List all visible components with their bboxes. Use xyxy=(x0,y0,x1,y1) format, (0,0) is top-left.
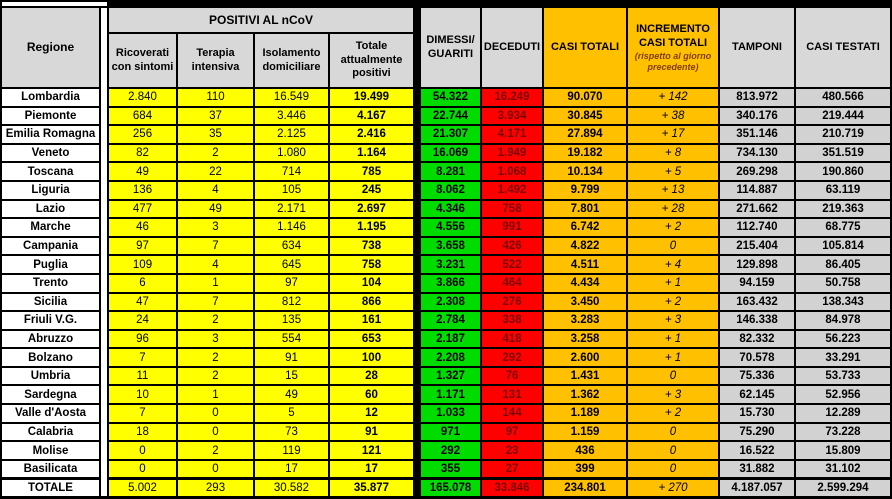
cell-deceduti: 144 xyxy=(482,405,542,422)
cell-casi-testati: 210.719 xyxy=(796,126,890,143)
cell-dimessi-guariti: 4.346 xyxy=(421,201,480,218)
cell-totale-positivi: 121 xyxy=(330,442,413,459)
header-incremento xyxy=(628,8,718,87)
cell-tamponi: 146.338 xyxy=(720,312,794,329)
cell-ricoverati: 7 xyxy=(109,405,176,422)
cell-terapia-intensiva: 2 xyxy=(178,312,253,329)
cell-dimessi-guariti-totale: 165.078 xyxy=(421,479,480,496)
header-casi-testati: CASI TESTATI xyxy=(796,8,890,87)
cell-casi-totali: 4.434 xyxy=(544,275,626,292)
top-left-spacer xyxy=(2,2,107,6)
cell-dimessi-guariti: 1.171 xyxy=(421,386,480,403)
cell-totale-positivi: 161 xyxy=(330,312,413,329)
row-label: Friuli V.G. xyxy=(2,312,99,329)
header-regione: Regione xyxy=(2,8,99,87)
cell-isolamento: 1.146 xyxy=(255,219,328,236)
cell-isolamento: 105 xyxy=(255,182,328,199)
cell-incremento: + 2 xyxy=(628,405,718,422)
cell-ricoverati: 136 xyxy=(109,182,176,199)
cell-dimessi-guariti: 355 xyxy=(421,461,480,478)
cell-isolamento: 2.125 xyxy=(255,126,328,143)
cell-tamponi: 15.730 xyxy=(720,405,794,422)
cell-terapia-intensiva: 49 xyxy=(178,201,253,218)
cell-incremento: 0 xyxy=(628,461,718,478)
cell-tamponi: 734.130 xyxy=(720,145,794,162)
cell-incremento: + 8 xyxy=(628,145,718,162)
cell-dimessi-guariti: 971 xyxy=(421,424,480,441)
cell-ricoverati: 24 xyxy=(109,312,176,329)
cell-casi-totali: 4.511 xyxy=(544,256,626,273)
cell-ricoverati: 46 xyxy=(109,219,176,236)
cell-casi-testati: 15.809 xyxy=(796,442,890,459)
cell-deceduti: 23 xyxy=(482,442,542,459)
cell-isolamento: 49 xyxy=(255,386,328,403)
cell-isolamento: 2.171 xyxy=(255,201,328,218)
cell-deceduti: 426 xyxy=(482,238,542,255)
cell-terapia-intensiva: 3 xyxy=(178,219,253,236)
cell-ricoverati-totale: 5.002 xyxy=(109,479,176,496)
row-label: Piemonte xyxy=(2,108,99,125)
cell-incremento: 0 xyxy=(628,442,718,459)
cell-tamponi: 62.145 xyxy=(720,386,794,403)
top-border-bar xyxy=(109,2,890,6)
cell-terapia-intensiva: 2 xyxy=(178,349,253,366)
cell-isolamento: 119 xyxy=(255,442,328,459)
cell-deceduti: 131 xyxy=(482,386,542,403)
cell-incremento: 0 xyxy=(628,238,718,255)
cell-isolamento: 97 xyxy=(255,275,328,292)
cell-terapia-intensiva: 37 xyxy=(178,108,253,125)
cell-totale-positivi: 4.167 xyxy=(330,108,413,125)
cell-casi-totali: 9.799 xyxy=(544,182,626,199)
cell-isolamento: 5 xyxy=(255,405,328,422)
cell-isolamento: 812 xyxy=(255,294,328,311)
cell-casi-testati: 138.343 xyxy=(796,294,890,311)
cell-totale-positivi: 19.499 xyxy=(330,89,413,106)
cell-tamponi: 75.336 xyxy=(720,368,794,385)
row-label: Toscana xyxy=(2,163,99,180)
cell-casi-testati: 219.444 xyxy=(796,108,890,125)
cell-deceduti: 1.068 xyxy=(482,163,542,180)
cell-tamponi: 271.662 xyxy=(720,201,794,218)
row-label: Veneto xyxy=(2,145,99,162)
cell-casi-testati: 63.119 xyxy=(796,182,890,199)
cell-casi-totali: 4.822 xyxy=(544,238,626,255)
row-label: Lazio xyxy=(2,201,99,218)
cell-casi-testati: 351.519 xyxy=(796,145,890,162)
cell-totale-positivi: 785 xyxy=(330,163,413,180)
cell-incremento: + 4 xyxy=(628,256,718,273)
row-label: Sardegna xyxy=(2,386,99,403)
cell-ricoverati: 477 xyxy=(109,201,176,218)
header-positivi-group: POSITIVI AL nCoV xyxy=(109,8,413,32)
cell-isolamento: 3.446 xyxy=(255,108,328,125)
row-label: Umbria xyxy=(2,368,99,385)
cell-dimessi-guariti: 21.307 xyxy=(421,126,480,143)
row-label: Liguria xyxy=(2,182,99,199)
cell-totale-positivi: 91 xyxy=(330,424,413,441)
cell-tamponi: 163.432 xyxy=(720,294,794,311)
cell-isolamento: 16.549 xyxy=(255,89,328,106)
cell-dimessi-guariti: 22.744 xyxy=(421,108,480,125)
cell-terapia-intensiva: 2 xyxy=(178,145,253,162)
cell-deceduti: 338 xyxy=(482,312,542,329)
cell-dimessi-guariti: 2.308 xyxy=(421,294,480,311)
row-label: Valle d'Aosta xyxy=(2,405,99,422)
cell-deceduti: 418 xyxy=(482,331,542,348)
row-label: Molise xyxy=(2,442,99,459)
cell-incremento: + 2 xyxy=(628,294,718,311)
cell-totale-positivi: 104 xyxy=(330,275,413,292)
cell-terapia-intensiva: 4 xyxy=(178,256,253,273)
cell-deceduti: 97 xyxy=(482,424,542,441)
row-label: Abruzzo xyxy=(2,331,99,348)
row-label-totale: TOTALE xyxy=(2,479,99,496)
cell-ricoverati: 97 xyxy=(109,238,176,255)
cell-incremento: + 5 xyxy=(628,163,718,180)
header-dimessi-guariti: DIMESSI/ GUARITI xyxy=(421,8,480,87)
cell-incremento: + 28 xyxy=(628,201,718,218)
cell-deceduti: 27 xyxy=(482,461,542,478)
cell-incremento: + 17 xyxy=(628,126,718,143)
cell-dimessi-guariti: 8.281 xyxy=(421,163,480,180)
cell-ricoverati: 684 xyxy=(109,108,176,125)
cell-tamponi: 269.298 xyxy=(720,163,794,180)
cell-deceduti: 276 xyxy=(482,294,542,311)
cell-ricoverati: 49 xyxy=(109,163,176,180)
cell-deceduti-totale: 33.846 xyxy=(482,479,542,496)
header-deceduti: DECEDUTI xyxy=(482,8,542,87)
row-label: Lombardia xyxy=(2,89,99,106)
cell-casi-totali: 7.801 xyxy=(544,201,626,218)
header-casi-totali: CASI TOTALI xyxy=(544,8,626,87)
cell-incremento: + 142 xyxy=(628,89,718,106)
header-isolamento: Isolamento domiciliare xyxy=(255,34,328,87)
cell-terapia-intensiva: 2 xyxy=(178,368,253,385)
cell-casi-testati: 190.860 xyxy=(796,163,890,180)
cell-dimessi-guariti: 2.784 xyxy=(421,312,480,329)
cell-ricoverati: 82 xyxy=(109,145,176,162)
cell-totale-positivi: 1.195 xyxy=(330,219,413,236)
cell-deceduti: 1.492 xyxy=(482,182,542,199)
cell-dimessi-guariti: 3.231 xyxy=(421,256,480,273)
cell-casi-totali: 3.450 xyxy=(544,294,626,311)
cell-deceduti: 292 xyxy=(482,349,542,366)
cell-terapia-intensiva: 1 xyxy=(178,275,253,292)
cell-terapia-intensiva: 1 xyxy=(178,386,253,403)
header-terapia-intensiva: Terapia intensiva xyxy=(178,34,253,87)
cell-deceduti: 76 xyxy=(482,368,542,385)
cell-isolamento: 1.080 xyxy=(255,145,328,162)
cell-isolamento: 17 xyxy=(255,461,328,478)
column-gutter xyxy=(101,8,107,496)
cell-totale-positivi: 2.697 xyxy=(330,201,413,218)
cell-incremento: + 3 xyxy=(628,312,718,329)
cell-dimessi-guariti: 4.556 xyxy=(421,219,480,236)
cell-casi-testati: 86.405 xyxy=(796,256,890,273)
cell-tamponi: 129.898 xyxy=(720,256,794,273)
header-ricoverati: Ricoverati con sintomi xyxy=(109,34,176,87)
cell-isolamento: 645 xyxy=(255,256,328,273)
cell-terapia-intensiva: 7 xyxy=(178,294,253,311)
cell-deceduti: 758 xyxy=(482,201,542,218)
cell-casi-testati: 105.814 xyxy=(796,238,890,255)
cell-ricoverati: 47 xyxy=(109,294,176,311)
cell-totale-positivi-totale: 35.877 xyxy=(330,479,413,496)
cell-dimessi-guariti: 292 xyxy=(421,442,480,459)
cell-tamponi: 16.522 xyxy=(720,442,794,459)
cell-incremento: + 13 xyxy=(628,182,718,199)
cell-dimessi-guariti: 3.658 xyxy=(421,238,480,255)
cell-totale-positivi: 12 xyxy=(330,405,413,422)
cell-incremento: + 1 xyxy=(628,331,718,348)
cell-casi-totali: 3.283 xyxy=(544,312,626,329)
cell-terapia-intensiva: 0 xyxy=(178,405,253,422)
cell-ricoverati: 0 xyxy=(109,442,176,459)
cell-dimessi-guariti: 1.327 xyxy=(421,368,480,385)
cell-ricoverati: 11 xyxy=(109,368,176,385)
cell-casi-testati: 68.775 xyxy=(796,219,890,236)
cell-dimessi-guariti: 54.322 xyxy=(421,89,480,106)
cell-terapia-intensiva: 0 xyxy=(178,424,253,441)
cell-ricoverati: 109 xyxy=(109,256,176,273)
header-incremento-title: INCREMENTO CASI TOTALI xyxy=(636,22,710,49)
cell-tamponi: 215.404 xyxy=(720,238,794,255)
cell-isolamento: 554 xyxy=(255,331,328,348)
cell-casi-testati: 56.223 xyxy=(796,331,890,348)
header-incremento-note: (rispetto al giorno precedente) xyxy=(634,51,712,72)
cell-tamponi: 31.882 xyxy=(720,461,794,478)
cell-terapia-intensiva: 110 xyxy=(178,89,253,106)
cell-casi-testati: 53.733 xyxy=(796,368,890,385)
cell-incremento: + 1 xyxy=(628,349,718,366)
cell-tamponi: 70.578 xyxy=(720,349,794,366)
cell-casi-totali: 30.845 xyxy=(544,108,626,125)
cell-isolamento: 714 xyxy=(255,163,328,180)
cell-casi-totali: 90.070 xyxy=(544,89,626,106)
cell-casi-totali: 1.431 xyxy=(544,368,626,385)
cell-dimessi-guariti: 2.208 xyxy=(421,349,480,366)
cell-deceduti: 1.949 xyxy=(482,145,542,162)
cell-casi-testati: 84.978 xyxy=(796,312,890,329)
cell-incremento: + 2 xyxy=(628,219,718,236)
cell-totale-positivi: 2.416 xyxy=(330,126,413,143)
cell-casi-totali: 27.894 xyxy=(544,126,626,143)
cell-deceduti: 4.171 xyxy=(482,126,542,143)
cell-dimessi-guariti: 8.062 xyxy=(421,182,480,199)
cell-casi-testati: 50.758 xyxy=(796,275,890,292)
cell-casi-testati: 12.289 xyxy=(796,405,890,422)
cell-casi-totali: 10.134 xyxy=(544,163,626,180)
cell-ricoverati: 18 xyxy=(109,424,176,441)
cell-terapia-intensiva-totale: 293 xyxy=(178,479,253,496)
cell-totale-positivi: 28 xyxy=(330,368,413,385)
cell-totale-positivi: 738 xyxy=(330,238,413,255)
header-tamponi: TAMPONI xyxy=(720,8,794,87)
row-label: Campania xyxy=(2,238,99,255)
cell-totale-positivi: 245 xyxy=(330,182,413,199)
cell-tamponi: 75.290 xyxy=(720,424,794,441)
cell-dimessi-guariti: 3.866 xyxy=(421,275,480,292)
cell-casi-totali: 1.362 xyxy=(544,386,626,403)
cell-totale-positivi: 1.164 xyxy=(330,145,413,162)
cell-casi-totali-totale: 234.801 xyxy=(544,479,626,496)
cell-deceduti: 522 xyxy=(482,256,542,273)
cell-deceduti: 16.249 xyxy=(482,89,542,106)
cell-casi-totali: 3.258 xyxy=(544,331,626,348)
cell-isolamento: 73 xyxy=(255,424,328,441)
cell-terapia-intensiva: 0 xyxy=(178,461,253,478)
cell-incremento: 0 xyxy=(628,368,718,385)
cell-ricoverati: 10 xyxy=(109,386,176,403)
row-label: Emilia Romagna xyxy=(2,126,99,143)
cell-dimessi-guariti: 1.033 xyxy=(421,405,480,422)
cell-casi-testati: 73.228 xyxy=(796,424,890,441)
cell-tamponi: 82.332 xyxy=(720,331,794,348)
cell-casi-testati: 33.291 xyxy=(796,349,890,366)
cell-casi-testati: 52.956 xyxy=(796,386,890,403)
cell-incremento-totale: + 270 xyxy=(628,479,718,496)
cell-terapia-intensiva: 22 xyxy=(178,163,253,180)
cell-ricoverati: 0 xyxy=(109,461,176,478)
cell-totale-positivi: 866 xyxy=(330,294,413,311)
cell-tamponi: 112.740 xyxy=(720,219,794,236)
row-label: Calabria xyxy=(2,424,99,441)
cell-incremento: 0 xyxy=(628,424,718,441)
cell-incremento: + 1 xyxy=(628,275,718,292)
cell-casi-testati: 31.102 xyxy=(796,461,890,478)
cell-casi-testati: 219.363 xyxy=(796,201,890,218)
row-label: Bolzano xyxy=(2,349,99,366)
cell-isolamento: 91 xyxy=(255,349,328,366)
cell-isolamento: 135 xyxy=(255,312,328,329)
cell-deceduti: 3.934 xyxy=(482,108,542,125)
cell-totale-positivi: 17 xyxy=(330,461,413,478)
cell-ricoverati: 6 xyxy=(109,275,176,292)
cell-ricoverati: 2.840 xyxy=(109,89,176,106)
cell-casi-testati: 480.566 xyxy=(796,89,890,106)
cell-incremento: + 3 xyxy=(628,386,718,403)
cell-totale-positivi: 758 xyxy=(330,256,413,273)
cell-deceduti: 991 xyxy=(482,219,542,236)
header-totale-positivi: Totale attualmente positivi xyxy=(330,34,413,87)
cell-terapia-intensiva: 7 xyxy=(178,238,253,255)
cell-terapia-intensiva: 4 xyxy=(178,182,253,199)
cell-totale-positivi: 653 xyxy=(330,331,413,348)
cell-tamponi: 340.176 xyxy=(720,108,794,125)
cell-casi-totali: 1.159 xyxy=(544,424,626,441)
cell-tamponi: 94.159 xyxy=(720,275,794,292)
cell-tamponi: 114.887 xyxy=(720,182,794,199)
cell-casi-totali: 436 xyxy=(544,442,626,459)
cell-terapia-intensiva: 2 xyxy=(178,442,253,459)
cell-casi-testati-totale: 2.599.294 xyxy=(796,479,890,496)
cell-casi-totali: 399 xyxy=(544,461,626,478)
cell-isolamento: 15 xyxy=(255,368,328,385)
cell-ricoverati: 7 xyxy=(109,349,176,366)
cell-totale-positivi: 60 xyxy=(330,386,413,403)
cell-terapia-intensiva: 3 xyxy=(178,331,253,348)
cell-tamponi-totale: 4.187.057 xyxy=(720,479,794,496)
cell-casi-totali: 6.742 xyxy=(544,219,626,236)
cell-casi-totali: 2.600 xyxy=(544,349,626,366)
cell-incremento: + 38 xyxy=(628,108,718,125)
cell-isolamento-totale: 30.582 xyxy=(255,479,328,496)
row-label: Puglia xyxy=(2,256,99,273)
cell-deceduti: 464 xyxy=(482,275,542,292)
cell-totale-positivi: 100 xyxy=(330,349,413,366)
cell-tamponi: 351.146 xyxy=(720,126,794,143)
cell-dimessi-guariti: 16.069 xyxy=(421,145,480,162)
cell-terapia-intensiva: 35 xyxy=(178,126,253,143)
cell-isolamento: 634 xyxy=(255,238,328,255)
row-label: Marche xyxy=(2,219,99,236)
cell-ricoverati: 96 xyxy=(109,331,176,348)
row-label: Basilicata xyxy=(2,461,99,478)
cell-ricoverati: 256 xyxy=(109,126,176,143)
cell-dimessi-guariti: 2.187 xyxy=(421,331,480,348)
cell-casi-totali: 19.182 xyxy=(544,145,626,162)
row-label: Sicilia xyxy=(2,294,99,311)
cell-casi-totali: 1.189 xyxy=(544,405,626,422)
cell-tamponi: 813.972 xyxy=(720,89,794,106)
row-label: Trento xyxy=(2,275,99,292)
